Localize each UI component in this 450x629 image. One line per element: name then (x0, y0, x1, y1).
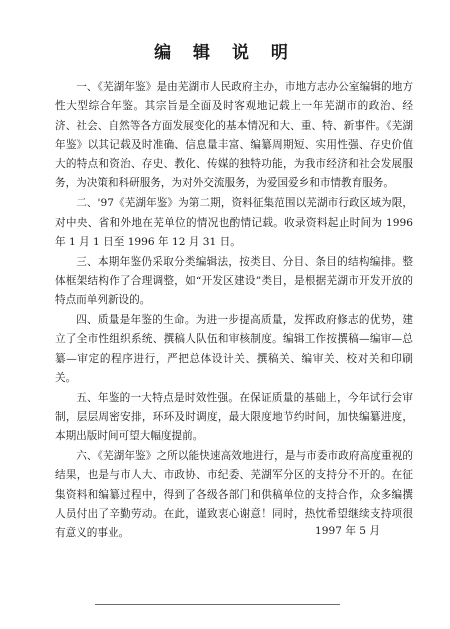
paragraph-3: 三、本期年鉴仍采取分类编辑法，按类目、分目、条目的结构编排。整体框架结构作了合理调整，如“开发区建设”类目，是根据芜湖市开发开放的特点而单列新设的。 (55, 255, 413, 307)
page-title: 编 辑 说 明 (154, 43, 296, 63)
paragraph-1: 一、《芜湖年鉴》是由芜湖市人民政府主办，市地方志办公室编辑的地方性大型综合年鉴。其宗旨是全面及时客观地记载上一年芜湖市的政治、经济、社会、自然等各方面发展变化的基本情况和大、重、特、新事件。《芜湖年鉴》以其记载及时准确、信息量丰富、编纂周期短、实用性强、存史价值大的特点和资治、存史、教化、传媒的独特功能，为我市经济和社会发展服务，为决策和科研服务，为对外交流服务，为爱国爱乡和市情教育服务。 (55, 81, 413, 190)
document-body (55, 78, 413, 544)
paragraph-6: 六、《芜湖年鉴》之所以能快速高效地进行，是与市委市政府高度重视的结果，也是与市人大、市政协、市纪委、芜湖军分区的支持分不开的。在征集资料和编纂过程中，得到了各级各部门和供稿单位的支持合作，众多编撰人员付出了辛勤劳动。在此，谨致衷心谢意！同时，热忱希望继续支持项很有意义的事业。 (55, 450, 413, 540)
footer-divider (95, 604, 340, 605)
paragraph-5: 五、年鉴的一大特点是时效性强。在保证质量的基础上，今年试行会审制，层层周密安排，环环及时调度，最大限度地节约时间，加快编纂进度，本期出版时间可望大幅度提前。 (55, 391, 413, 443)
paragraph-4: 四、质量是年鉴的生命。为进一步提高质量，发挥政府修志的优势，建立了全市性组织系统、撰稿人队伍和审核制度。编辑工作按撰稿—编审—总纂—审定的程序进行，严把总体设计关、撰稿关、编审关、校对关和印刷关。 (55, 314, 413, 384)
document-date: 1997 年 5 月 (315, 525, 380, 537)
paragraph-2: 二、'97《芜湖年鉴》为第二期，资料征集范围以芜湖市行政区域为限，对中央、省和外地在芜单位的情况也酌情记载。收录资料起止时间为 1996 年 1 月 1 日至 1996 年 12 月 31 日。 (55, 197, 413, 248)
